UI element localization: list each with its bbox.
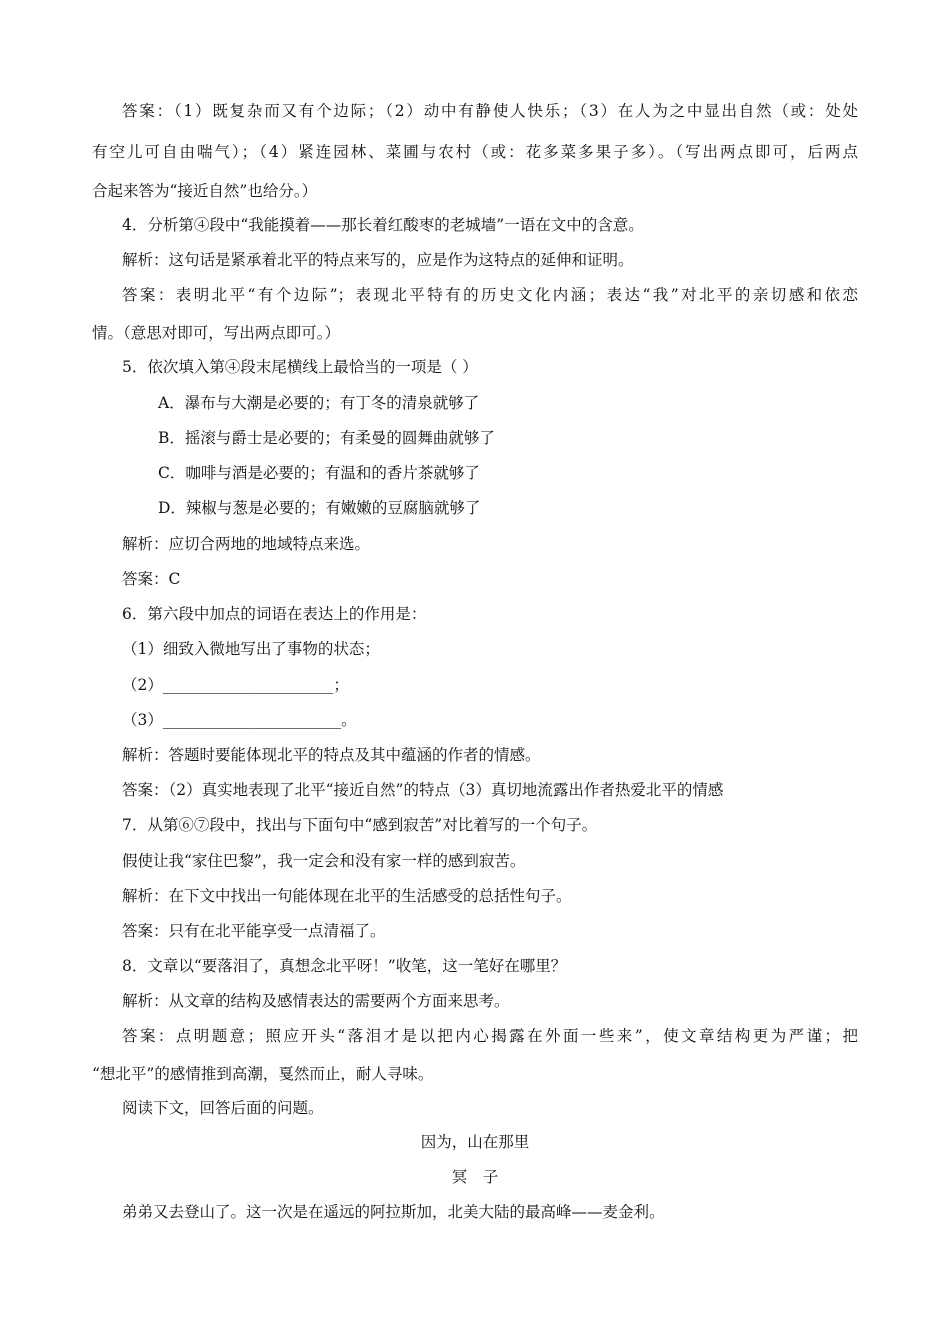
explanation-5: 解析：应切合两地的地域特点来选。 <box>122 535 371 553</box>
question-4: 4．分析第④段中“我能摸着——那长着红酸枣的老城墙”一语在文中的含意。 <box>122 216 644 234</box>
explanation-7: 解析：在下文中找出一句能体现在北平的生活感受的总括性句子。 <box>122 887 572 905</box>
answer-4-line-1: 答案：表明北平“有个边际”；表现北平特有的历史文化内涵；表达“我”对北平的亲切感和依恋 <box>122 286 858 304</box>
question-5-option-d: D．辣椒与葱是必要的；有嫩嫩的豆腐脑就够了 <box>158 499 481 517</box>
answer-7: 答案：只有在北平能享受一点清福了。 <box>122 922 386 940</box>
article-author: 冥 子 <box>451 1168 499 1186</box>
article-paragraph-1: 弟弟又去登山了。这一次是在遥远的阿拉斯加，北美大陆的最高峰——麦金利。 <box>122 1203 665 1221</box>
article-title: 因为，山在那里 <box>420 1133 530 1151</box>
reading-instruction: 阅读下文，回答后面的问题。 <box>122 1099 324 1117</box>
question-7: 7．从第⑥⑦段中，找出与下面句中“感到寂苦”对比着写的一个句子。 <box>122 816 598 834</box>
answer-8-line-1: 答案：点明题意；照应开头“落泪才是以把内心揭露在外面一些来”，使文章结构更为严谨；把 <box>122 1027 858 1045</box>
question-5: 5．依次填入第④段末尾横线上最恰当的一项是（ ） <box>122 358 478 376</box>
answer-4-line-2: 情。（意思对即可，写出两点即可。） <box>92 324 341 342</box>
question-6-item-3: （3）_______________________。 <box>122 711 357 729</box>
explanation-6: 解析：答题时要能体现北平的特点及其中蕴涵的作者的情感。 <box>122 746 541 764</box>
answer-5: 答案：C <box>122 570 181 588</box>
answer-6: 答案：（2）真实地表现了北平“接近自然”的特点（3）真切地流露出作者热爱北平的情感 <box>122 781 724 799</box>
answer-3-line-3: 合起来答为“接近自然”也给分。） <box>92 182 318 200</box>
question-8: 8．文章以“要落泪了，真想念北平呀！”收笔，这一笔好在哪里？ <box>122 957 567 975</box>
explanation-4: 解析：这句话是紧承着北平的特点来写的，应是作为这特点的延伸和证明。 <box>122 251 634 269</box>
question-6-item-2: （2）______________________； <box>122 676 349 694</box>
answer-8-line-2: “想北平”的感情推到高潮，戛然而止，耐人寻味。 <box>92 1065 434 1083</box>
explanation-8: 解析：从文章的结构及感情表达的需要两个方面来思考。 <box>122 992 510 1010</box>
answer-3-line-2: 有空儿可自由喘气）；（4）紧连园林、菜圃与农村（或：花多菜多果子多）。（写出两点即可，后两点 <box>92 143 858 161</box>
question-5-option-a: A．瀑布与大潮是必要的；有丁冬的清泉就够了 <box>158 394 480 412</box>
question-6-item-1: （1）细致入微地写出了事物的状态； <box>122 640 380 658</box>
question-7-sentence: 假使让我“家住巴黎”，我一定会和没有家一样的感到寂苦。 <box>122 852 526 870</box>
answer-3-line-1: 答案：（1）既复杂而又有个边际；（2）动中有静使人快乐；（3）在人为之中显出自然（或：处处 <box>122 102 858 120</box>
question-5-option-c: C．咖啡与酒是必要的；有温和的香片茶就够了 <box>158 464 480 482</box>
question-5-option-b: B．摇滚与爵士是必要的；有柔曼的圆舞曲就够了 <box>158 429 495 447</box>
question-6: 6．第六段中加点的词语在表达上的作用是： <box>122 605 427 623</box>
